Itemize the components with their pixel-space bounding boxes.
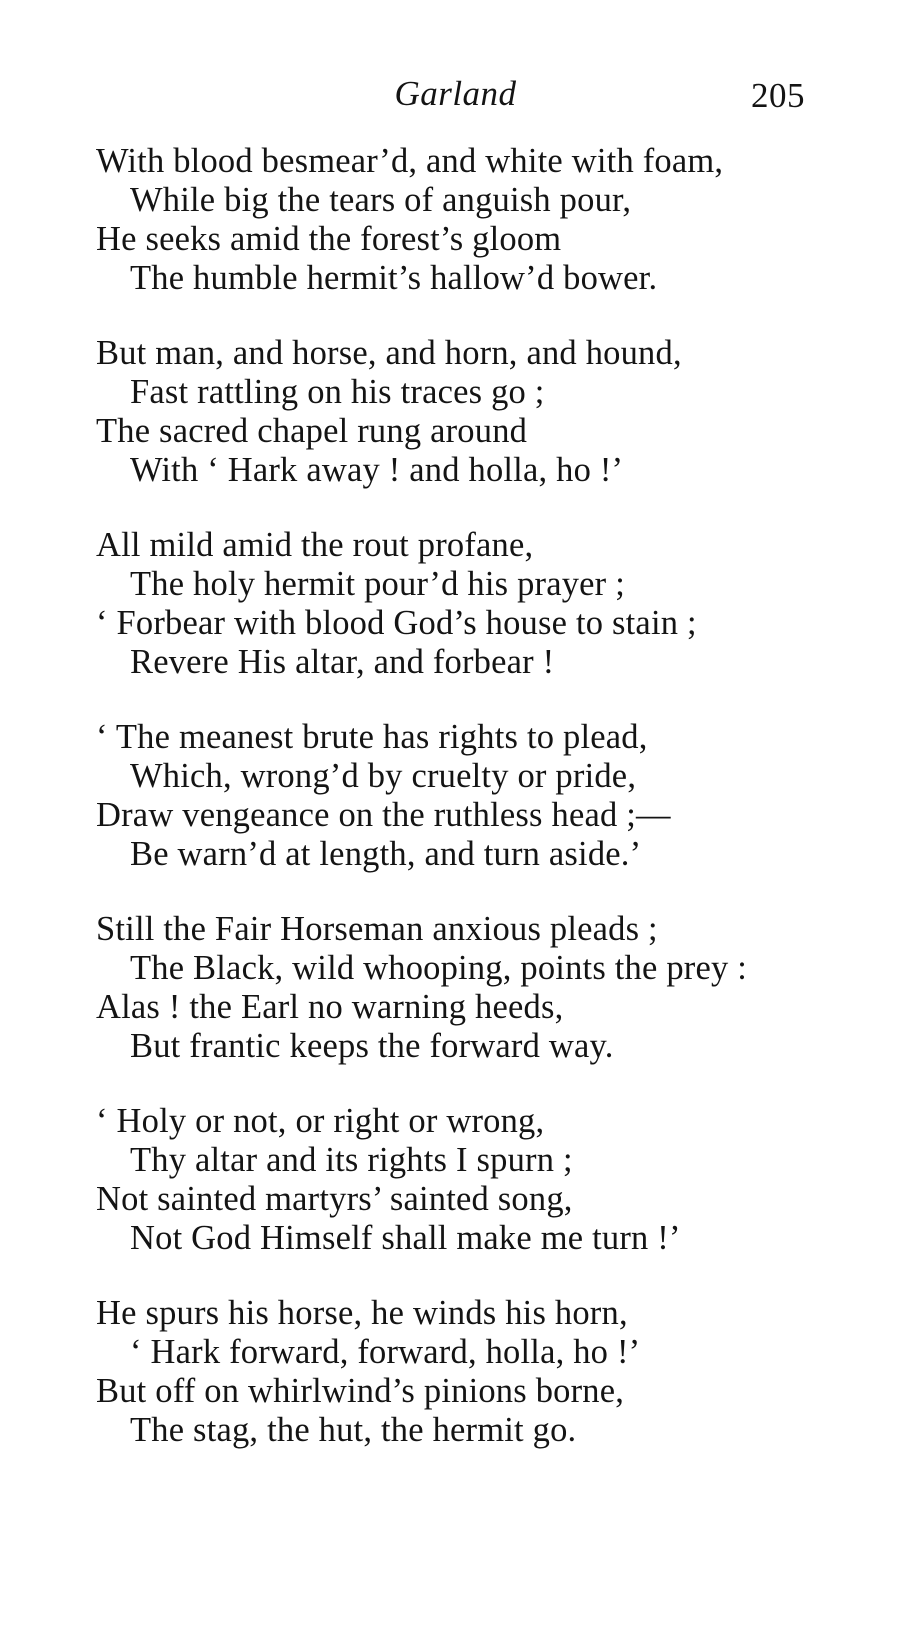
poem-line: Fast rattling on his traces go ; — [130, 373, 545, 411]
poem-line: But man, and horse, and horn, and hound, — [96, 334, 682, 372]
poem-line: ‘ Holy or not, or right or wrong, — [96, 1102, 545, 1140]
stanza-1 — [96, 142, 876, 298]
poem-line: While big the tears of anguish pour, — [130, 181, 632, 219]
stanza-6 — [96, 1102, 876, 1258]
stanza-3 — [96, 526, 876, 682]
poem-line: ‘ Forbear with blood God’s house to stain ; — [96, 604, 697, 642]
poem-body — [96, 142, 876, 1486]
poem-line: Not God Himself shall make me turn !’ — [130, 1219, 681, 1257]
poem-line: ‘ Hark forward, forward, holla, ho !’ — [130, 1333, 641, 1371]
poem-line: He spurs his horse, he winds his horn, — [96, 1294, 628, 1332]
poem-line: Alas ! the Earl no warning heeds, — [96, 988, 564, 1026]
poem-line: Still the Fair Horseman anxious pleads ; — [96, 910, 658, 948]
stanza-5 — [96, 910, 876, 1066]
poem-line: But frantic keeps the forward way. — [130, 1027, 614, 1065]
poem-line: Be warn’d at length, and turn aside.’ — [130, 835, 642, 873]
stanza-7 — [96, 1294, 876, 1450]
poem-line: But off on whirlwind’s pinions borne, — [96, 1372, 625, 1410]
poem-line: Revere His altar, and forbear ! — [130, 643, 555, 681]
poem-line: Not sainted martyrs’ sainted song, — [96, 1180, 573, 1218]
poem-line: All mild amid the rout profane, — [96, 526, 534, 564]
stanza-2 — [96, 334, 876, 490]
poem-line: ‘ The meanest brute has rights to plead, — [96, 718, 648, 756]
poem-line: The sacred chapel rung around — [96, 412, 528, 450]
poem-line: Draw vengeance on the ruthless head ;— — [96, 796, 671, 834]
running-title: Garland — [394, 74, 517, 113]
running-head — [0, 74, 911, 124]
poem-line: With blood besmear’d, and white with foam, — [96, 142, 724, 180]
stanza-4 — [96, 718, 876, 874]
poem-line: Thy altar and its rights I spurn ; — [130, 1141, 573, 1179]
poem-line: The Black, wild whooping, points the prey : — [130, 949, 748, 987]
poem-line: With ‘ Hark away ! and holla, ho !’ — [130, 451, 624, 489]
poem-line: He seeks amid the forest’s gloom — [96, 220, 562, 258]
poem-line: The stag, the hut, the hermit go. — [130, 1411, 577, 1449]
poem-line: Which, wrong’d by cruelty or pride, — [130, 757, 637, 795]
poem-line: The humble hermit’s hallow’d bower. — [130, 259, 658, 297]
page-number: 205 — [751, 76, 805, 115]
poem-line: The holy hermit pour’d his prayer ; — [130, 565, 625, 603]
